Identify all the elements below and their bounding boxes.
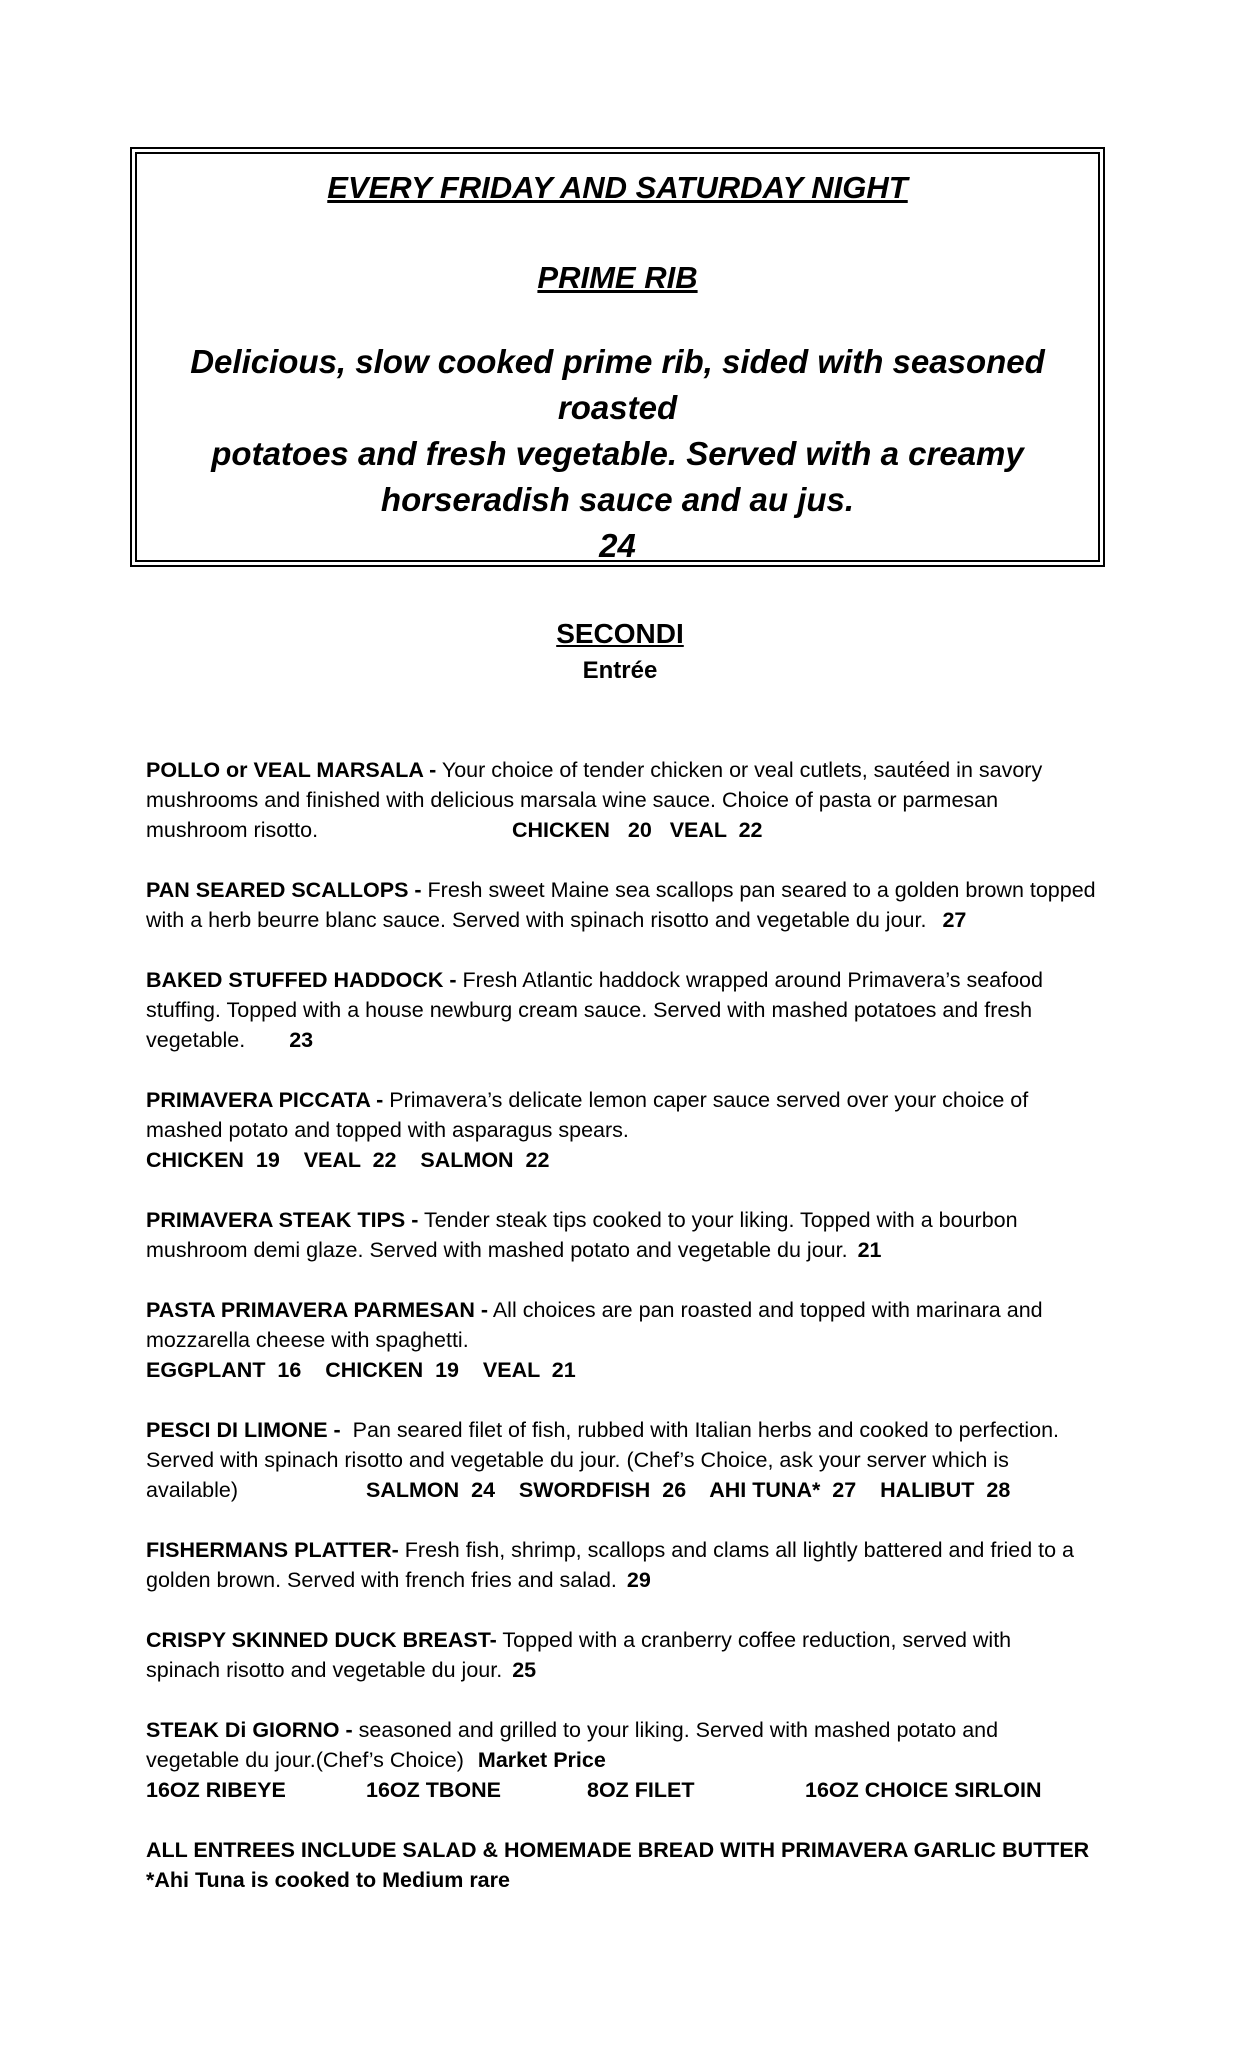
dish-fishermans-platter	[146, 1535, 1106, 1595]
steak-cut: 16OZ TBONE	[366, 1778, 501, 1802]
dish-description-line: All choices are pan roasted and topped with marinara and	[492, 1298, 1043, 1322]
dish-name: STEAK Di GIORNO -	[146, 1718, 353, 1742]
dish-price: 29	[626, 1568, 651, 1592]
dish-description-line: Topped with a cranberry coffee reduction, served with	[496, 1628, 1012, 1652]
dish-name: PAN SEARED SCALLOPS -	[146, 878, 422, 902]
dish-price: 21	[857, 1238, 882, 1262]
dish-name: PRIMAVERA PICCATA -	[146, 1088, 384, 1112]
dish-description-line: Fresh sweet Maine sea scallops pan seared to a golden brown topped	[427, 878, 1096, 902]
dish-prices: SALMON 24 SWORDFISH 26 AHI TUNA* 27 HALIBUT 28	[366, 1478, 1011, 1502]
steak-cuts	[146, 1775, 1106, 1805]
dish-price: 27	[942, 908, 967, 932]
dish-haddock	[146, 965, 1106, 1055]
dish-description-line: Pan seared filet of fish, rubbed with Italian herbs and cooked to perfection.	[346, 1418, 1060, 1442]
dish-price: 23	[289, 1028, 314, 1052]
dish-description-line: stuffing. Topped with a house newburg cream sauce. Served with mashed potatoes and fresh	[146, 998, 1033, 1022]
dish-description-line: Fresh fish, shrimp, scallops and clams all lightly battered and fried to a	[398, 1538, 1074, 1562]
steak-cut: 8OZ FILET	[587, 1778, 695, 1802]
dish-description-line: available)	[146, 1478, 239, 1502]
dish-description-line: Primavera’s delicate lemon caper sauce served over your choice of	[389, 1088, 1029, 1112]
dish-description-line: mushroom risotto.	[146, 818, 319, 842]
footer-note: ALL ENTREES INCLUDE SALAD & HOMEMADE BREAD WITH PRIMAVERA GARLIC BUTTER	[146, 1838, 1090, 1862]
dish-name: PASTA PRIMAVERA PARMESAN -	[146, 1298, 489, 1322]
dish-description-line: mushrooms and finished with delicious marsala wine sauce. Choice of pasta or parmesan	[146, 788, 999, 812]
dish-name: BAKED STUFFED HADDOCK -	[146, 968, 457, 992]
dish-name: PRIMAVERA STEAK TIPS -	[146, 1208, 419, 1232]
dish-description-line: vegetable du jour.(Chef’s Choice)	[146, 1748, 464, 1772]
dish-description-line: Fresh Atlantic haddock wrapped around Primavera’s seafood	[462, 968, 1043, 992]
dish-marsala	[146, 755, 1106, 845]
dish-parmesan	[146, 1295, 1106, 1385]
dish-name: POLLO or VEAL MARSALA -	[146, 758, 437, 782]
section-subtitle: Entrée	[582, 657, 658, 684]
special-description-line: potatoes and fresh vegetable. Served with a creamy	[211, 435, 1024, 472]
special-description	[147, 339, 1088, 569]
dish-description-line: spinach risotto and vegetable du jour.	[146, 1658, 503, 1682]
steak-cut: 16OZ RIBEYE	[146, 1778, 286, 1802]
dish-price: 25	[512, 1658, 537, 1682]
dish-description-line: seasoned and grilled to your liking. Served with mashed potato and	[358, 1718, 999, 1742]
special-dish-name: PRIME RIB	[537, 260, 698, 295]
special-price: 24	[599, 527, 636, 564]
dish-description-line: with a herb beurre blanc sauce. Served with spinach risotto and vegetable du jour.	[146, 908, 927, 932]
dish-description-line: mashed potato and topped with asparagus spears.	[146, 1118, 629, 1142]
dish-duck-breast	[146, 1625, 1106, 1685]
dish-limone	[146, 1415, 1106, 1505]
dish-description-line: mushroom demi glaze. Served with mashed potato and vegetable du jour.	[146, 1238, 848, 1262]
special-description-line: horseradish sauce and au jus.	[380, 481, 855, 518]
section-title: SECONDI	[556, 618, 684, 649]
dish-piccata	[146, 1085, 1106, 1175]
dish-steak-tips	[146, 1205, 1106, 1265]
dish-steak-di-giorno	[146, 1715, 1106, 1805]
dish-prices: EGGPLANT 16 CHICKEN 19 VEAL 21	[146, 1358, 576, 1382]
dish-description-line: Served with spinach risotto and vegetable du jour. (Chef’s Choice, ask your server which is	[146, 1448, 1009, 1472]
dish-description-line: Tender steak tips cooked to your liking. Topped with a bourbon	[423, 1208, 1018, 1232]
dish-name: PESCI DI LIMONE -	[146, 1418, 341, 1442]
dish-description-line: mozzarella cheese with spaghetti.	[146, 1328, 469, 1352]
weekend-special-box	[130, 147, 1105, 567]
dish-description-line: Your choice of tender chicken or veal cutlets, sautéed in savory	[441, 758, 1043, 782]
dish-description-line: golden brown. Served with french fries and salad.	[146, 1568, 617, 1592]
dish-description-line: vegetable.	[146, 1028, 246, 1052]
dish-prices: CHICKEN 20 VEAL 22	[512, 818, 763, 842]
dish-scallops	[146, 875, 1106, 935]
steak-cut: 16OZ CHOICE SIRLOIN	[805, 1778, 1042, 1802]
special-heading: EVERY FRIDAY AND SATURDAY NIGHT	[327, 170, 908, 205]
menu-footer	[146, 1835, 1106, 1895]
dish-prices: CHICKEN 19 VEAL 22 SALMON 22	[146, 1148, 550, 1172]
market-price: Market Price	[477, 1748, 606, 1772]
special-description-line: Delicious, slow cooked prime rib, sided with seasoned roasted	[190, 343, 1045, 426]
footer-note: *Ahi Tuna is cooked to Medium rare	[146, 1868, 510, 1892]
dish-name: FISHERMANS PLATTER-	[146, 1538, 399, 1562]
dish-name: CRISPY SKINNED DUCK BREAST-	[146, 1628, 497, 1652]
